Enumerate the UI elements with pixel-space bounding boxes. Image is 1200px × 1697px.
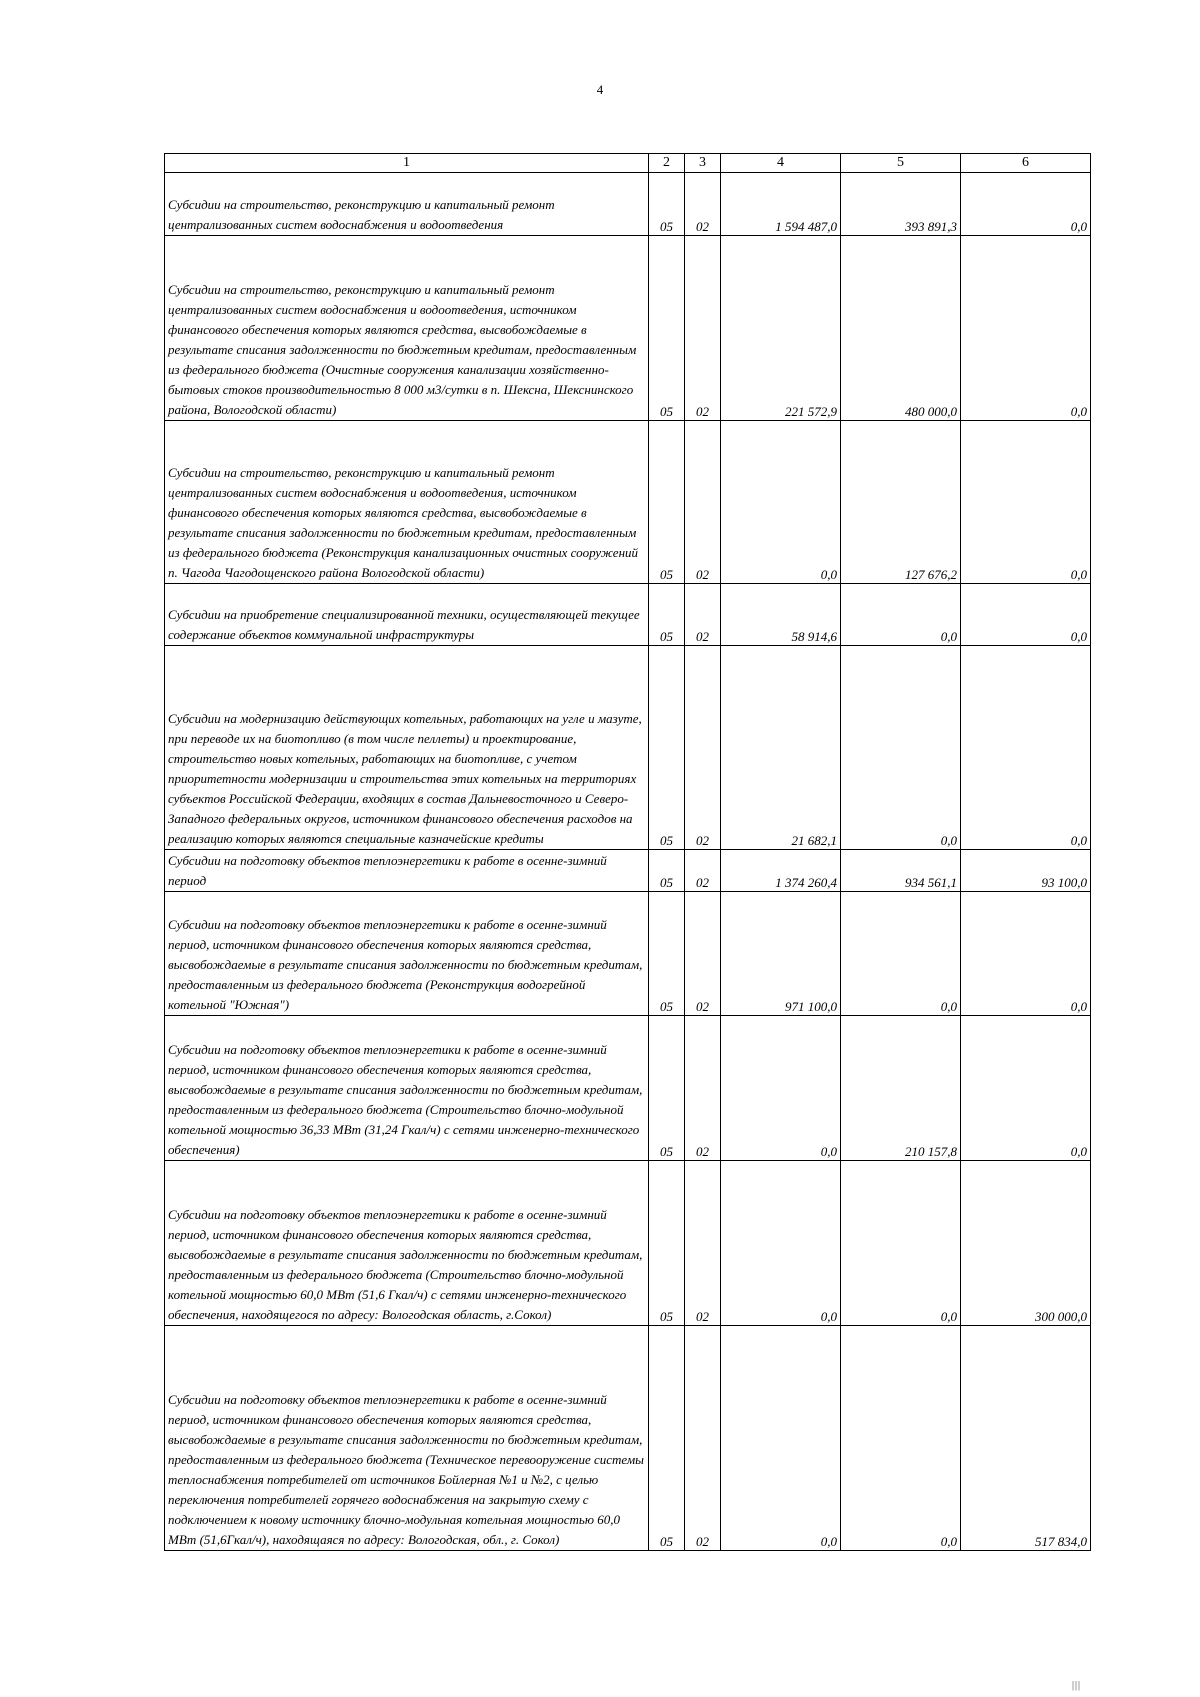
row-value-5: 0,0 [841,1326,961,1551]
row-value-4: 1 594 487,0 [721,173,841,236]
row-value-4: 0,0 [721,421,841,584]
row-value-5: 0,0 [841,584,961,646]
row-section-code: 05 [649,892,685,1016]
table-row [165,1016,1091,1161]
row-value-5: 0,0 [841,1161,961,1326]
table-row [165,421,1091,584]
row-value-6: 517 834,0 [961,1326,1091,1551]
header-col-4: 4 [721,154,841,173]
table-row [165,236,1091,421]
row-section-code: 05 [649,1326,685,1551]
table-row [165,646,1091,850]
scan-mark: ||| [1072,1680,1082,1691]
row-subsection-code: 02 [685,1161,721,1326]
row-section-code: 05 [649,173,685,236]
row-value-6: 0,0 [961,584,1091,646]
row-section-code: 05 [649,1161,685,1326]
row-subsection-code: 02 [685,584,721,646]
row-value-5: 0,0 [841,892,961,1016]
row-name: Субсидии на приобретение специализированной техники, осуществляющей текущее содержание объектов коммунальной инфраструктуры [165,584,649,646]
row-value-6: 93 100,0 [961,850,1091,892]
row-value-5: 210 157,8 [841,1016,961,1161]
row-name: Субсидии на подготовку объектов теплоэнергетики к работе в осенне-зимний период [165,850,649,892]
table-header-row [165,154,1091,173]
header-col-6: 6 [961,154,1091,173]
row-value-6: 0,0 [961,421,1091,584]
row-section-code: 05 [649,1016,685,1161]
table-row [165,1326,1091,1551]
row-value-4: 971 100,0 [721,892,841,1016]
row-name: Субсидии на строительство, реконструкцию и капитальный ремонт централизованных систем водоснабжения и водоотведения, источником финансового обеспечения которых являются средства, высвобождаемые в результате списания задолженности по бюджетным кредитам, предоставленным из федерального бюджета (Очистные сооружения канализации хозяйственно-бытовых стоков производительностью 8 000 м3/сутки в п. Шексна, Шекснинского района, Вологодской области) [165,236,649,421]
row-value-4: 0,0 [721,1326,841,1551]
table-row [165,892,1091,1016]
row-subsection-code: 02 [685,236,721,421]
header-col-5: 5 [841,154,961,173]
header-col-1: 1 [165,154,649,173]
table-row [165,850,1091,892]
row-value-5: 393 891,3 [841,173,961,236]
row-value-6: 0,0 [961,236,1091,421]
row-name: Субсидии на строительство, реконструкцию и капитальный ремонт централизованных систем водоснабжения и водоотведения [165,173,649,236]
row-value-6: 0,0 [961,173,1091,236]
row-value-6: 0,0 [961,646,1091,850]
row-name: Субсидии на подготовку объектов теплоэнергетики к работе в осенне-зимний период, источником финансового обеспечения которых являются средства, высвобождаемые в результате списания задолженности по бюджетным кредитам, предоставленным из федерального бюджета (Строительство блочно-модульной котельной мощностью 60,0 МВт (51,6 Гкал/ч) с сетями инженерно-технического обеспечения, находящегося по адресу: Вологодская область, г.Сокол) [165,1161,649,1326]
row-value-4: 21 682,1 [721,646,841,850]
table-row [165,1161,1091,1326]
row-subsection-code: 02 [685,646,721,850]
row-subsection-code: 02 [685,173,721,236]
row-value-4: 221 572,9 [721,236,841,421]
row-value-5: 934 561,1 [841,850,961,892]
row-value-4: 1 374 260,4 [721,850,841,892]
row-value-5: 127 676,2 [841,421,961,584]
row-subsection-code: 02 [685,892,721,1016]
row-value-5: 480 000,0 [841,236,961,421]
row-name: Субсидии на строительство, реконструкцию и капитальный ремонт централизованных систем водоснабжения и водоотведения, источником финансового обеспечения которых являются средства, высвобождаемые в результате списания задолженности по бюджетным кредитам, предоставленным из федерального бюджета (Реконструкция канализационных очистных сооружений п. Чагода Чагодощенского района Вологодской области) [165,421,649,584]
budget-table [164,153,1091,1551]
row-value-6: 0,0 [961,1016,1091,1161]
row-section-code: 05 [649,584,685,646]
table-row [165,584,1091,646]
row-value-5: 0,0 [841,646,961,850]
row-section-code: 05 [649,646,685,850]
row-section-code: 05 [649,236,685,421]
header-col-3: 3 [685,154,721,173]
row-name: Субсидии на подготовку объектов теплоэнергетики к работе в осенне-зимний период, источником финансового обеспечения которых являются средства, высвобождаемые в результате списания задолженности по бюджетным кредитам, предоставленным из федерального бюджета (Техническое перевооружение системы теплоснабжения потребителей от источников Бойлерная №1 и №2, с целью переключения потребителей горячего водоснабжения на закрытую схему с подключением к новому источнику блочно-модульная котельная мощностью 60,0 МВт (51,6Гкал/ч), находящаяся по адресу: Вологодская, обл., г. Сокол) [165,1326,649,1551]
row-subsection-code: 02 [685,850,721,892]
row-section-code: 05 [649,850,685,892]
page-number: 4 [596,82,604,97]
row-value-6: 0,0 [961,892,1091,1016]
row-value-4: 0,0 [721,1016,841,1161]
row-value-4: 0,0 [721,1161,841,1326]
table-row [165,173,1091,236]
row-name: Субсидии на модернизацию действующих котельных, работающих на угле и мазуте, при переводе их на биотопливо (в том числе пеллеты) и проектирование, строительство новых котельных, работающих на биотопливе, с учетом приоритетности модернизации и строительства этих котельных на территориях субъектов Российской Федерации, входящих в состав Дальневосточного и Северо-Западного федеральных округов, источником финансового обеспечения расходов на реализацию которых являются специальные казначейские кредиты [165,646,649,850]
row-subsection-code: 02 [685,1326,721,1551]
row-subsection-code: 02 [685,1016,721,1161]
row-name: Субсидии на подготовку объектов теплоэнергетики к работе в осенне-зимний период, источником финансового обеспечения которых являются средства, высвобождаемые в результате списания задолженности по бюджетным кредитам, предоставленным из федерального бюджета (Реконструкция водогрейной котельной "Южная") [165,892,649,1016]
row-name: Субсидии на подготовку объектов теплоэнергетики к работе в осенне-зимний период, источником финансового обеспечения которых являются средства, высвобождаемые в результате списания задолженности по бюджетным кредитам, предоставленным из федерального бюджета (Строительство блочно-модульной котельной мощностью 36,33 МВт (31,24 Гкал/ч) с сетями инженерно-технического обеспечения) [165,1016,649,1161]
row-value-6: 300 000,0 [961,1161,1091,1326]
row-section-code: 05 [649,421,685,584]
row-value-4: 58 914,6 [721,584,841,646]
row-subsection-code: 02 [685,421,721,584]
header-col-2: 2 [649,154,685,173]
